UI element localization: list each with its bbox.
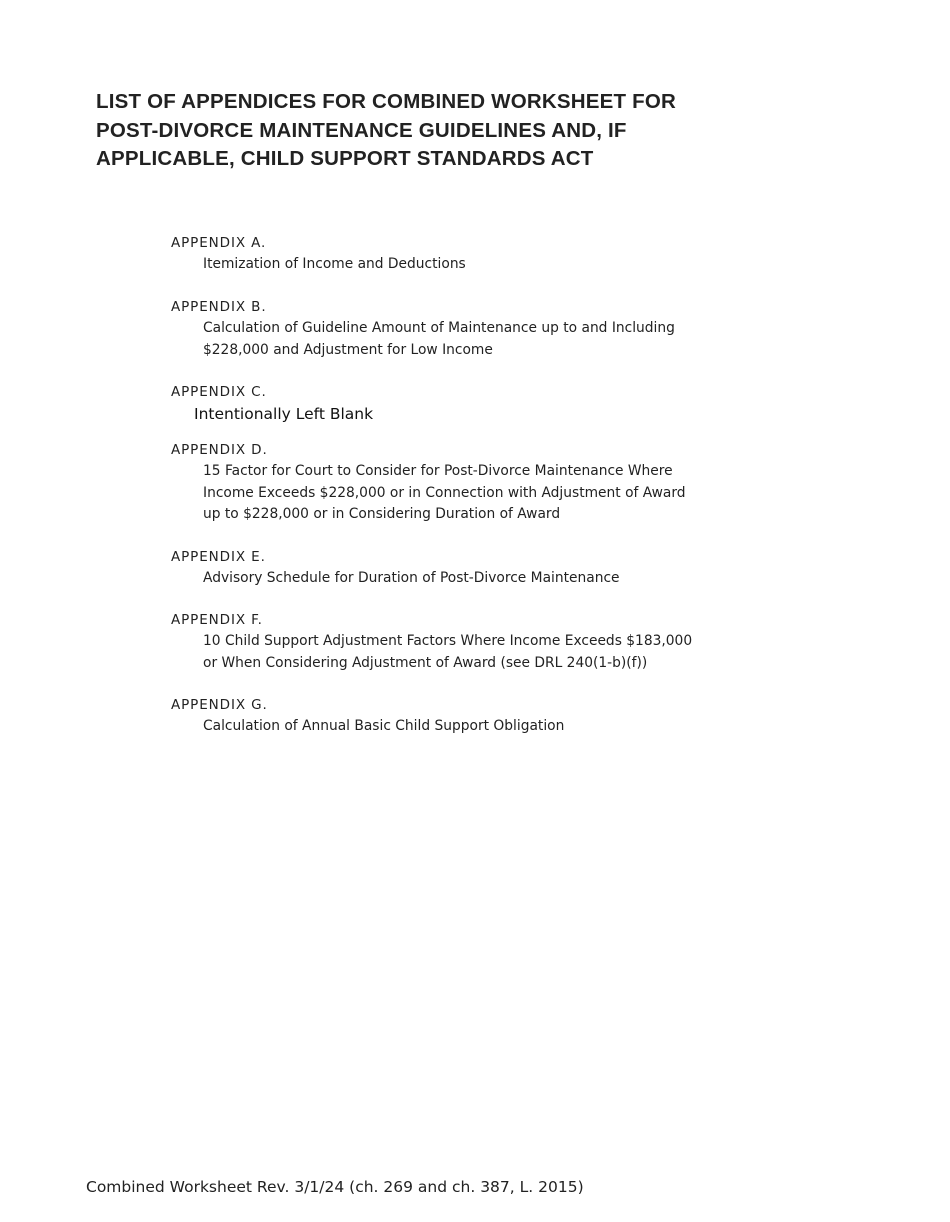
appendix-description bbox=[203, 461, 791, 526]
description-line: Calculation of Annual Basic Child Support Obligation bbox=[203, 718, 565, 734]
appendix-e bbox=[171, 547, 791, 590]
appendix-label: APPENDIX E. bbox=[171, 549, 266, 565]
appendix-d bbox=[171, 440, 791, 526]
appendix-label: APPENDIX A. bbox=[171, 235, 267, 251]
appendix-f bbox=[171, 610, 791, 674]
appendix-label: APPENDIX B. bbox=[171, 299, 267, 315]
title-line: APPLICABLE, CHILD SUPPORT STANDARDS ACT bbox=[96, 147, 594, 170]
appendix-description bbox=[203, 254, 791, 276]
description-line: Income Exceeds $228,000 or in Connection with Adjustment of Award bbox=[203, 484, 686, 501]
description-line: 10 Child Support Adjustment Factors Where Income Exceeds $183,000 bbox=[203, 633, 693, 649]
appendix-g bbox=[171, 695, 791, 738]
appendix-description bbox=[203, 318, 791, 361]
description-line: Itemization of Income and Deductions bbox=[203, 256, 466, 272]
appendix-description bbox=[203, 631, 791, 674]
appendix-description bbox=[194, 403, 791, 425]
footer-revision-note: Combined Worksheet Rev. 3/1/24 (ch. 269 and ch. 387, L. 2015) bbox=[86, 1178, 584, 1196]
title-line: LIST OF APPENDICES FOR COMBINED WORKSHEET FOR bbox=[96, 90, 676, 113]
description-line: 15 Factor for Court to Consider for Post-Divorce Maintenance Where bbox=[203, 463, 673, 479]
appendix-description bbox=[203, 716, 791, 738]
description-line: up to $228,000 or in Considering Duration of Award bbox=[203, 506, 561, 522]
description-line: or When Considering Adjustment of Award (see DRL 240(1-b)(f)) bbox=[203, 654, 648, 671]
appendix-a bbox=[171, 233, 791, 276]
description-line: Intentionally Left Blank bbox=[194, 405, 374, 423]
description-line: $228,000 and Adjustment for Low Income bbox=[203, 341, 493, 358]
appendix-label: APPENDIX G. bbox=[171, 697, 268, 713]
description-line: Advisory Schedule for Duration of Post-Divorce Maintenance bbox=[203, 570, 620, 586]
appendix-c bbox=[171, 382, 791, 425]
appendix-b bbox=[171, 297, 791, 361]
appendix-label: APPENDIX C. bbox=[171, 384, 267, 400]
title-line: POST-DIVORCE MAINTENANCE GUIDELINES AND, IF bbox=[96, 118, 627, 142]
appendix-label: APPENDIX F. bbox=[171, 612, 263, 628]
appendix-description bbox=[203, 568, 791, 590]
page-title bbox=[96, 88, 796, 174]
description-line: Calculation of Guideline Amount of Maintenance up to and Including bbox=[203, 320, 675, 336]
appendix-label: APPENDIX D. bbox=[171, 442, 268, 458]
